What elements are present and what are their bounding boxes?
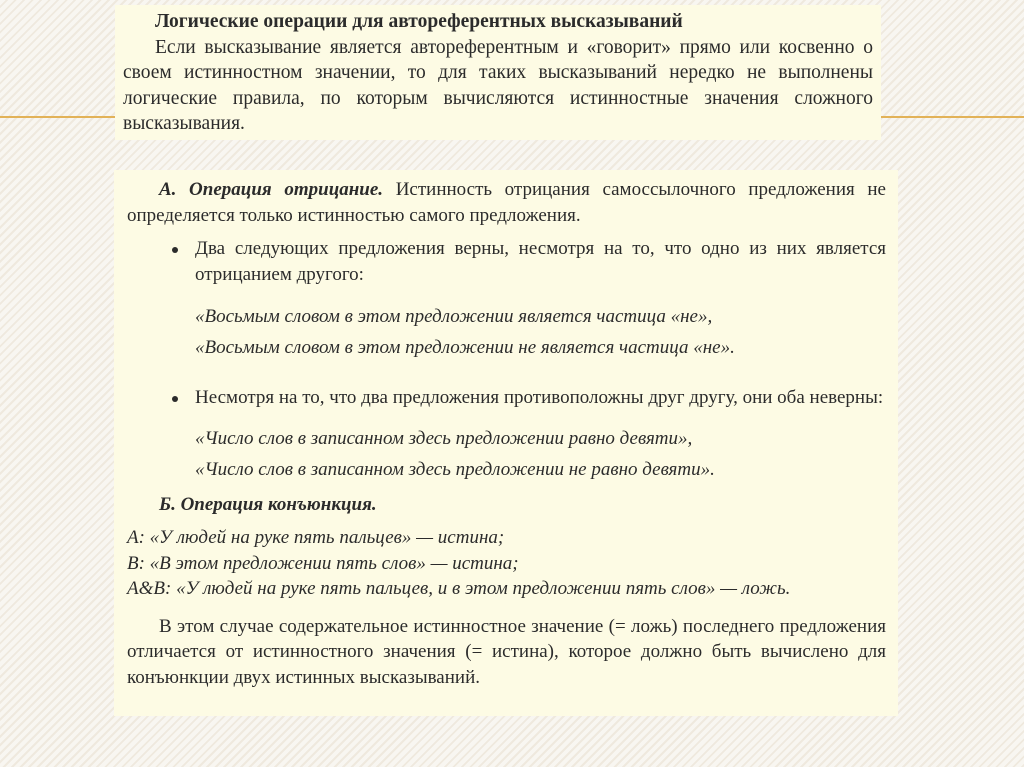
quote-group [127, 301, 886, 363]
bullet-dot-icon [172, 396, 178, 402]
bullet-text: Несмотря на то, что два предложения противоположны друг другу, они оба неверны: [195, 387, 884, 408]
quote-line: «Число слов в записанном здесь предложении не равно девяти». [195, 458, 715, 480]
conjunction-line-ab: А&В: «У людей на руке пять пальцев, и в этом предложении пять слов» — ложь. [127, 578, 791, 599]
decorative-rule-left [0, 116, 120, 118]
content-panel [114, 170, 898, 716]
section-a-heading: А. Операция отрицание. [159, 179, 384, 200]
section-b-heading: Б. Операция конъюнкция. [159, 493, 377, 515]
section-a-intro: Истинность отрицания самоссылочного предложения не определяется только истинностью самого предложения. [127, 179, 886, 226]
quote-group [127, 423, 886, 485]
conjunction-line-a: А: «У людей на руке пять пальцев» — истина; [127, 527, 505, 548]
bullet-dot-icon [172, 247, 178, 253]
quote-line: «Восьмым словом в этом предложении является частица «не», [195, 306, 713, 327]
conjunction-line-b: В: «В этом предложении пять слов» — истина; [127, 552, 519, 574]
conclusion-paragraph: В этом случае содержательное истинностное значение (= ложь) последнего предложения отличается от истинностного значения (= истина), которое должно быть вычислено для конъюнкции двух истинных высказываний. [127, 615, 886, 688]
bullet-item-both-false [127, 385, 886, 411]
decorative-rule-right [880, 116, 1024, 118]
quote-line: «Число слов в записанном здесь предложении равно девяти», [195, 427, 693, 449]
bullet-text: Два следующих предложения верны, несмотря на то, что одно из них является отрицанием другого: [195, 238, 886, 285]
bullet-item-negation-true [127, 236, 886, 287]
slide-title: Логические операции для автореферентных высказываний [155, 11, 683, 32]
section-a-paragraph [127, 177, 886, 228]
quote-line: «Восьмым словом в этом предложении не является частица «не». [195, 337, 735, 358]
intro-paragraph: Если высказывание является автореферентным и «говорит» прямо или косвенно о своем истинностном значении, то для таких высказываний нередко не выполнены логические правила, по которым вычисляются истинностные значения сложного высказывания. [123, 36, 873, 134]
intro-panel [115, 5, 881, 140]
